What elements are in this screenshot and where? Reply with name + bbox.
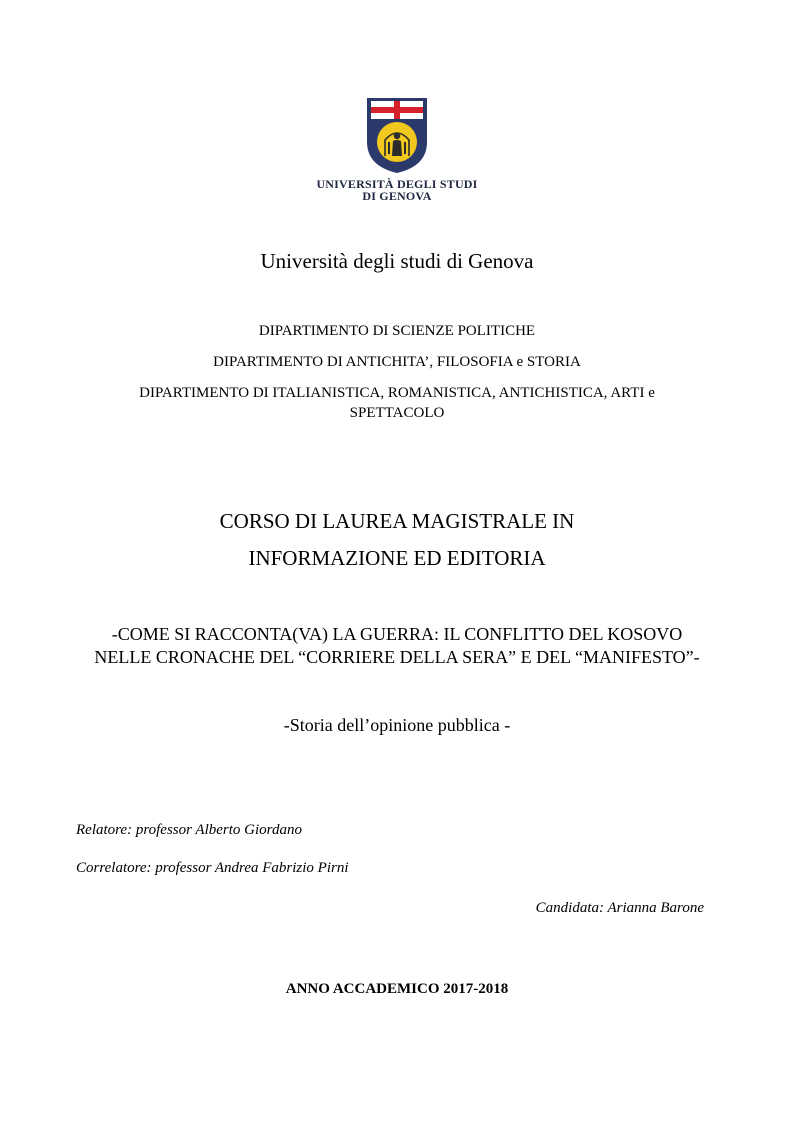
logo-text-line2: DI GENOVA <box>362 189 432 203</box>
department-3: DIPARTIMENTO DI ITALIANISTICA, ROMANISTICA, ANTICHISTICA, ARTI e SPETTACOLO <box>139 385 655 421</box>
department-2: DIPARTIMENTO DI ANTICHITA’, FILOSOFIA e STORIA <box>213 354 581 370</box>
university-name: Università degli studi di Genova <box>260 249 534 273</box>
thesis-title-line2: NELLE CRONACHE DEL “CORRIERE DELLA SERA” E DEL “MANIFESTO”- <box>94 647 700 667</box>
course-title-line2: INFORMAZIONE ED EDITORIA <box>248 546 546 570</box>
university-logo <box>300 96 494 208</box>
department-1: DIPARTIMENTO DI SCIENZE POLITICHE <box>258 323 536 339</box>
candidata: Candidata: Arianna Barone <box>535 900 704 916</box>
academic-year: ANNO ACCADEMICO 2017-2018 <box>285 981 509 997</box>
logo-text-line1: UNIVERSITÀ DEGLI STUDI <box>316 177 478 191</box>
course-title-line1: CORSO DI LAUREA MAGISTRALE IN <box>219 509 575 533</box>
thesis-title-line1: -COME SI RACCONTA(VA) LA GUERRA: IL CONFLITTO DEL KOSOVO <box>111 624 683 644</box>
university-crest-icon <box>365 96 429 174</box>
correlatore: Correlatore: professor Andrea Fabrizio Pirni <box>76 860 349 876</box>
relatore: Relatore: professor Alberto Giordano <box>76 822 302 838</box>
thesis-subject: -Storia dell’opinione pubblica - <box>283 715 511 735</box>
